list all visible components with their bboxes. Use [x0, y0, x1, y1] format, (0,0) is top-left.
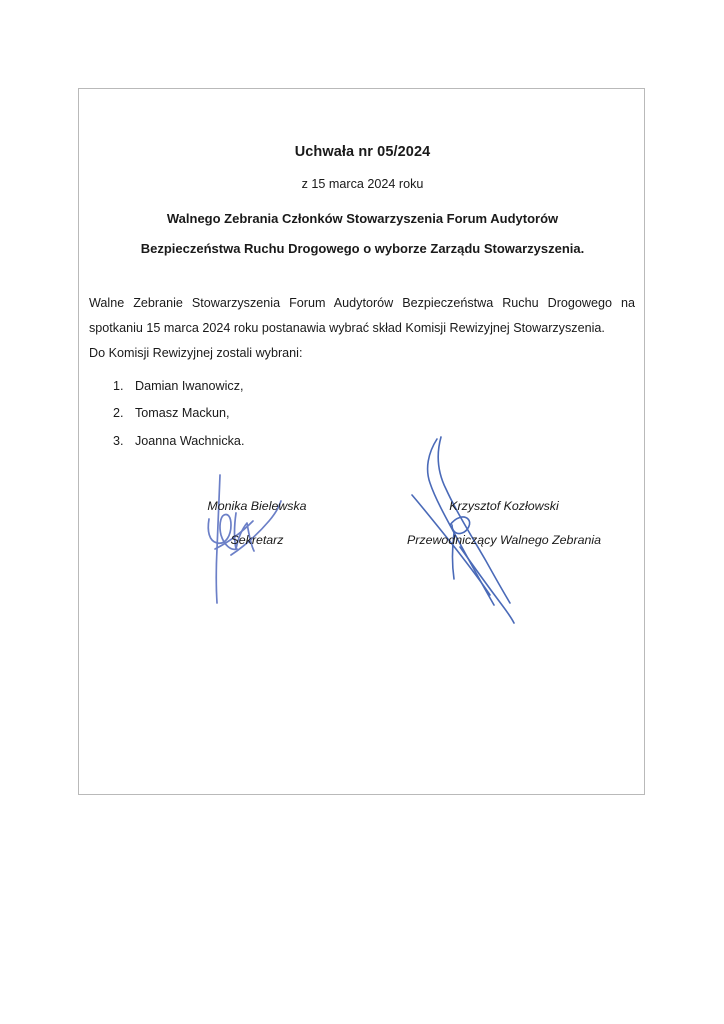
list-item-number: 1.: [113, 378, 124, 393]
signature-name: Monika Bielewska: [207, 499, 307, 513]
list-item-label: Joanna Wachnicka.: [135, 433, 245, 448]
body-paragraph: Walne Zebranie Stowarzyszenia Forum Audytorów Bezpieczeństwa Ruchu Drogowego na spotkaniu 15 marca 2024 roku postanawia wybrać skład Komisji Rewizyjnej Stowarzyszenia.: [89, 296, 635, 335]
list-item-label: Tomasz Mackun,: [135, 406, 230, 421]
title-subject-line-2: Bezpieczeństwa Ruchu Drogowego o wyborze Zarządu Stowarzyszenia.: [140, 240, 585, 256]
member-list: [89, 380, 635, 448]
list-intro-text: Do Komisji Rewizyjnej zostali wybrani:: [89, 346, 303, 361]
signature-area: [79, 499, 644, 719]
title-subject-line-1: Walnego Zebrania Członków Stowarzyszenia Forum Audytorów: [166, 210, 559, 226]
document-sheet: [78, 88, 645, 795]
list-item: [89, 407, 635, 420]
title-block: [90, 144, 635, 259]
list-item: [89, 380, 635, 393]
body-block: [89, 291, 635, 447]
list-item-number: 3.: [113, 433, 124, 448]
title-date-line: z 15 marca 2024 roku: [301, 177, 424, 192]
signature-role: Przewodniczący Walnego Zebrania: [407, 532, 601, 547]
signature-block-left: [147, 499, 367, 548]
signature-name: Krzysztof Kozłowski: [449, 499, 559, 513]
list-item-number: 2.: [113, 406, 124, 421]
page-title: Uchwała nr 05/2024: [294, 144, 431, 160]
list-item: [89, 435, 635, 448]
list-item-label: Damian Iwanowicz,: [135, 378, 244, 393]
signature-block-right: [369, 499, 639, 548]
signature-role: Sekretarz: [230, 532, 284, 547]
